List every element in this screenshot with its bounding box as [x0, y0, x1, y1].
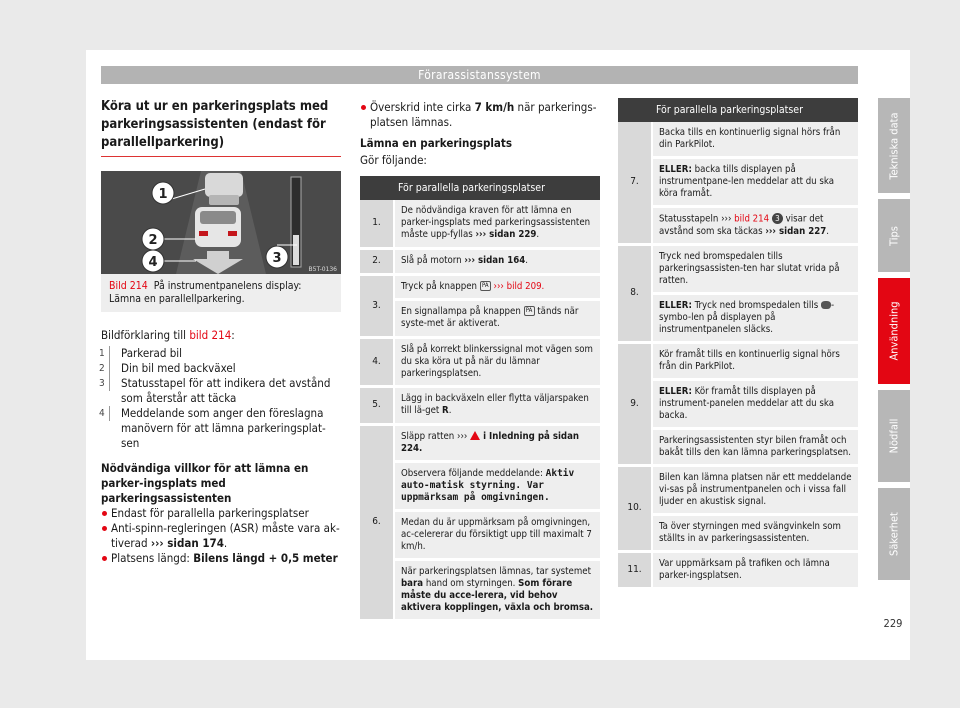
tab-tips[interactable]: Tips — [878, 199, 910, 272]
column-2 — [360, 98, 600, 622]
figure-label: Bild 214 — [109, 280, 148, 292]
page-header: Förarassistanssystem — [101, 66, 858, 84]
table-cell: Kör framåt tills en kontinuerlig signal hörs från din ParkPilot. — [652, 342, 858, 379]
tab-nodfall[interactable]: Nödfall — [878, 390, 910, 482]
table-cell: ELLER: Tryck ned bromspedalen tills -symbo-len på displayen på instrumentpanelen släcks. — [652, 293, 858, 342]
table-cell: Slå på motorn ››› sidan 164. — [394, 248, 600, 274]
tab-tekniska-data[interactable]: Tekniska data — [878, 98, 910, 193]
table-cell: Var uppmärksam på trafiken och lämna parker-ingsplatsen. — [652, 551, 858, 588]
svg-text:2: 2 — [148, 233, 158, 248]
table-cell: Bilen kan lämna platsen när ett meddelande vi-sas på instrumentpanelen och i vissa fall ljuder en akustisk signal. — [652, 465, 858, 514]
warning-icon — [470, 431, 480, 440]
legend-list — [101, 346, 341, 451]
svg-text:1: 1 — [158, 187, 168, 202]
table-cell: Tryck på knappen PA ››› bild 209. — [394, 274, 600, 299]
column-1 — [101, 98, 341, 566]
conditions-title: Nödvändiga villkor för att lämna en parker-ingsplats med parkeringsassistenten — [101, 461, 309, 505]
svg-text:4: 4 — [148, 255, 158, 270]
park-assist-button-icon: PA — [524, 306, 535, 316]
figure-caption-text: På instrumentpanelens display: Lämna en parallellparkering. — [109, 280, 302, 305]
legend-item: 1 Parkerad bil — [99, 346, 183, 360]
page-number: 229 — [883, 617, 903, 630]
tab-sakerhet[interactable]: Säkerhet — [878, 488, 910, 580]
table-cell: Ta över styrningen med svängvinkeln som ställts in av parkeringsassistenten. — [652, 514, 858, 551]
table-cell: Lägg in backväxeln eller flytta väljarspaken till lä-get R. — [394, 386, 600, 424]
table-cell: Observera följande meddelande: Aktiv auto-matisk styrning. Var uppmärksam på omgivningen. — [394, 461, 600, 510]
table-cell: ELLER: Kör framåt tills displayen på instrument-panelen meddelar att du ska backa. — [652, 379, 858, 428]
parking-illustration — [101, 171, 341, 274]
table-header: För parallella parkeringsplatser — [652, 98, 858, 122]
steps-title: Lämna en parkeringsplats — [360, 136, 512, 150]
table-cell: En signallampa på knappen PA tänds när syste-met är aktiverat. — [394, 299, 600, 337]
condition-item: Endast för parallella parkeringsplatser — [101, 506, 341, 521]
park-assist-button-icon: PA — [480, 281, 491, 291]
figure-caption — [101, 274, 341, 312]
table-cell: De nödvändiga kraven för att lämna en parker-ingsplats med parkeringsassistenten måste upp-fyllas ››› sidan 229. — [394, 200, 600, 248]
legend-item: 2 Din bil med backväxel — [99, 361, 236, 375]
table-cell: Slå på korrekt blinkerssignal mot vägen som du ska köra ut på när du lämnar parkeringsplatsen. — [394, 337, 600, 386]
steps-table-1: För parallella parkeringsplatser 1. De nödvändiga kraven för att lämna en parker-ingsplats med parkeringsassistenten måste upp-fyllas ››› sidan 229. 2. Slå på motorn ››› sidan 164. 3. Tryck på knappen PA ››› bild 209. En signallampa på knappen PA tänds när syste-met är aktiverat. 4. Slå på korrekt blinkerssignal mot vägen som du ska köra ut på när du lämnar parkeringsplatsen. 5. Lägg in backväxeln eller flytta väljarspaken till lä-get R. 6. Släpp ratten ››› i Inledning på sidan 224. Observera följande meddelande: Aktiv auto-matisk styrning. Var uppmärksam på omgivningen. Medan du är uppmärksam på omgivningen, ac-celererar du försiktigt upp till maximalt 7 km/h. När parkeringsplatsen lämnas, tar systemet bara hand om styrningen. Som förare måste du acce-lerera, vid behov aktivera kopplingen, växla och bromsa. — [360, 176, 600, 622]
figure-link[interactable]: bild 214 — [189, 328, 232, 342]
table-cell: Parkeringsassistenten styr bilen framåt och bakåt tills den kan lämna parkeringsplatsen. — [652, 428, 858, 465]
table-cell: Medan du är uppmärksam på omgivningen, ac-celererar du försiktigt upp till maximalt 7 km/h. — [394, 510, 600, 559]
figure-214 — [101, 171, 341, 274]
legend-item: 3 Statusstapel för att indikera det avstånd som återstår att täcka — [99, 376, 331, 405]
condition-item: Platsens längd: Bilens längd + 0,5 meter — [101, 551, 341, 566]
table-cell: När parkeringsplatsen lämnas, tar systemet bara hand om styrningen. Som förare måste du acce-lerera, vid behov aktivera kopplingen, växla och bromsa. — [394, 559, 600, 620]
column-3 — [618, 98, 858, 590]
steps-intro: Gör följande: — [360, 153, 427, 167]
table-cell: Statusstapeln ››› bild 214 3 visar det avstånd som ska täckas ››› sidan 227. — [652, 207, 858, 245]
legend-item: 4 Meddelande som anger den föreslagna manövern för att lämna parkeringsplat-sen — [99, 406, 326, 450]
table-cell: Tryck ned bromspedalen tills parkeringsassisten-ten har slutat vrida på ratten. — [652, 244, 858, 293]
svg-text:3: 3 — [272, 251, 282, 266]
speed-note: Överskrid inte cirka 7 km/h när parkerings-platsen lämnas. — [360, 100, 600, 130]
condition-item: Anti-spinn-regleringen (ASR) måste vara ak-tiverad ››› sidan 174. — [101, 521, 341, 551]
table-header: För parallella parkeringsplatser — [394, 176, 600, 200]
table-cell: Släpp ratten ››› i Inledning på sidan 224. — [394, 424, 600, 461]
table-cell: Backa tills en kontinuerlig signal hörs från din ParkPilot. — [652, 122, 858, 158]
own-car — [195, 207, 241, 247]
table-cell: ELLER: backa tills displayen på instrumentpane-len meddelar att du ska köra framåt. — [652, 158, 858, 207]
legend-intro: Bildförklaring till bild 214: — [101, 328, 235, 342]
steering-wheel-icon — [821, 301, 831, 309]
section-title: Köra ut ur en parkeringsplats med parkeringsassistenten (endast för parallellparkering) — [101, 98, 341, 157]
svg-text:B5T-0136: B5T-0136 — [308, 266, 337, 273]
steps-table-2: För parallella parkeringsplatser 7. Backa tills en kontinuerlig signal hörs från din ParkPilot. ELLER: backa tills displayen på instrumentpane-len meddelar att du ska köra framåt. Statusstapeln ››› bild 214 3 visar det avstånd som ska täckas ››› sidan 227. 8. Tryck ned bromspedalen tills parkeringsassisten-ten har slutat vrida på ratten. ELLER: Tryck ned bromspedalen tills -symbo-len på displayen på instrumentpanelen släcks. 9. Kör framåt tills en kontinuerlig signal hörs från din ParkPilot. ELLER: Kör framåt tills displayen på instrument-panelen meddelar att du ska backa. Parkeringsassistenten styr bilen framåt och bakåt tills den kan lämna parkeringsplatsen. 10. Bilen kan lämna platsen när ett meddelande vi-sas på instrumentpanelen och i vissa fall ljuder en akustisk signal. Ta över styrningen med svängvinkeln som ställts in av parkeringsassistenten. 11. Var uppmärksam på trafiken och lämna parker-ingsplatsen. — [618, 98, 858, 590]
parked-car — [205, 173, 243, 197]
tab-anvandning[interactable]: Användning — [878, 278, 910, 384]
